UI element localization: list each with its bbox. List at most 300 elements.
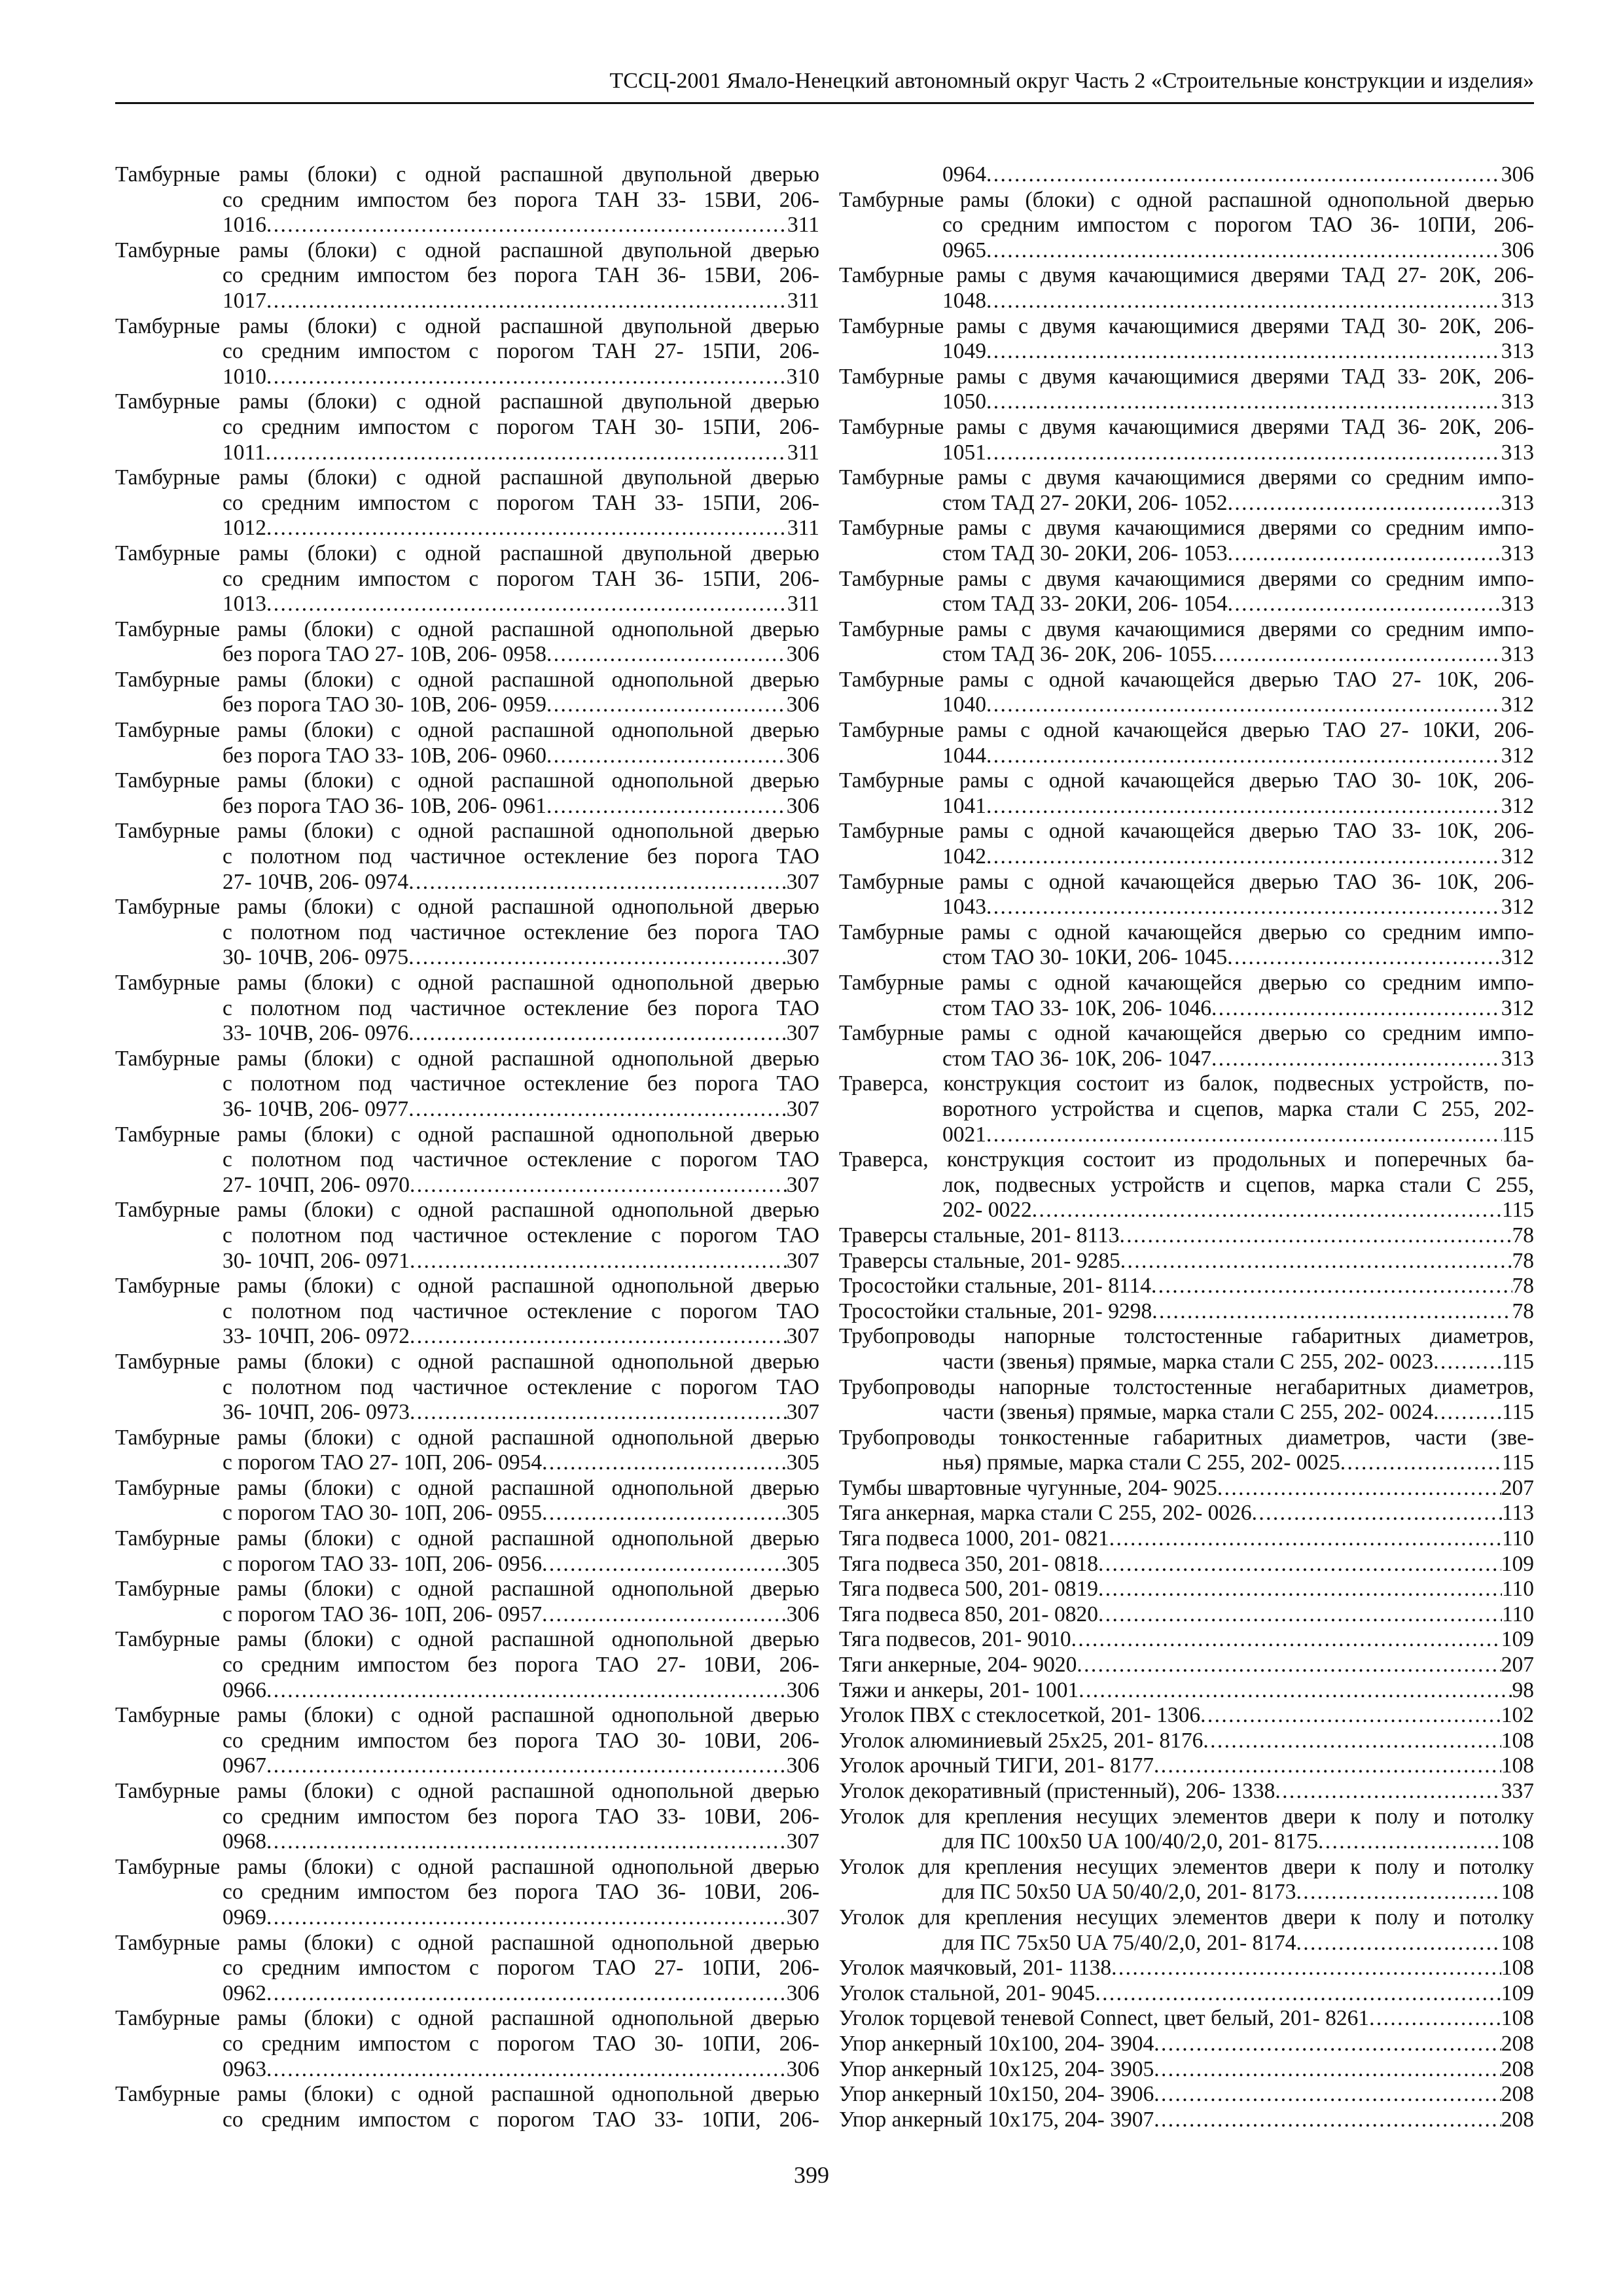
- index-entry-line: Тамбурные рамы (блоки) с одной распашной однопольной дверью: [115, 819, 819, 844]
- index-entry-line: со средним импостом с порогом ТАО 33- 10ПИ, 206-: [223, 2107, 819, 2132]
- index-entry-last-line: [839, 1653, 1534, 1678]
- index-entry-last-line: [839, 1627, 1534, 1653]
- index-entry-line: Тамбурные рамы с двумя качающимися дверями со средним импо-: [839, 617, 1534, 641]
- index-entry-page: 108: [1501, 1956, 1534, 1981]
- index-entry-last-line: [115, 794, 819, 819]
- index-entry-page: 98: [1512, 1677, 1534, 1702]
- index-entry-last-line: [839, 389, 1534, 415]
- index-entry-line: Тамбурные рамы (блоки) с одной распашной однопольной дверью: [115, 1930, 819, 1955]
- index-entry-page: 312: [1501, 743, 1534, 768]
- index-entry-text: Тяга подвеса 500, 201- 0819: [839, 1577, 1098, 1602]
- index-entry-text: 0968: [223, 1829, 266, 1854]
- index-entry-text: Уголок стальной, 201- 9045: [839, 1981, 1096, 2005]
- index-entry-text: 36- 10ЧП, 206- 0973: [223, 1400, 410, 1425]
- index-entry-line: Тамбурные рамы (блоки) с одной распашной двупольной дверью: [115, 314, 819, 338]
- index-entry-text: стом ТАД 30- 20КИ, 206- 1053: [942, 541, 1228, 565]
- index-entry-line: Тамбурные рамы (блоки) с одной распашной однопольной дверью: [839, 187, 1534, 212]
- dot-leader: [408, 945, 787, 971]
- index-entry-line: Тамбурные рамы (блоки) с одной распашной однопольной дверью: [115, 1703, 819, 1728]
- index-entry-text: Траверсы стальные, 201- 9285: [839, 1248, 1120, 1273]
- index-entry-text: с порогом ТАО 33- 10П, 206- 0956: [223, 1551, 543, 1576]
- index-entry-line: Тамбурные рамы (блоки) с одной распашной однопольной дверью: [115, 1475, 819, 1500]
- index-entry-page: 109: [1501, 1981, 1534, 2005]
- index-entry-text: 30- 10ЧВ, 206- 0975: [223, 945, 409, 970]
- index-entry: [839, 1071, 1534, 1147]
- index-entry-last-line: [839, 794, 1534, 819]
- index-entry-last-line: [839, 1274, 1534, 1299]
- index-entry: [839, 1552, 1534, 1577]
- dot-leader: [1228, 491, 1501, 516]
- index-entry-line: Тамбурные рамы (блоки) с одной распашной однопольной дверью: [115, 1577, 819, 1602]
- index-entry-line: со средним импостом без порога ТАО 27- 10ВИ, 206-: [223, 1653, 819, 1677]
- index-entry-page: 109: [1501, 1551, 1534, 1576]
- index-entry-last-line: [839, 1981, 1534, 2007]
- index-entry-last-line: [115, 642, 819, 668]
- index-entry-page: 110: [1501, 1577, 1534, 1602]
- index-entry: [115, 1577, 819, 1627]
- index-entry-page: 113: [1501, 1501, 1534, 1526]
- index-entry: [115, 465, 819, 541]
- index-entry-text: 27- 10ЧП, 206- 0970: [223, 1172, 410, 1197]
- dot-leader: [1433, 1400, 1502, 1426]
- index-entry-page: 207: [1501, 1653, 1534, 1677]
- index-entry-last-line: [839, 945, 1534, 971]
- dot-leader: [986, 1122, 1502, 1148]
- index-entry-line: Тамбурные рамы с двумя качающимися дверями ТАД 33- 20К, 206-: [839, 364, 1534, 389]
- index-entry-last-line: [115, 1249, 819, 1274]
- index-entry: [839, 2108, 1534, 2133]
- dot-leader: [1071, 1627, 1501, 1653]
- index-entry-last-line: [839, 642, 1534, 668]
- index-entry: [115, 1526, 819, 1577]
- index-entry-last-line: [115, 692, 819, 718]
- index-entry-page: 102: [1501, 1703, 1534, 1728]
- index-entry-line: со средним импостом с порогом ТАО 36- 10ПИ, 206-: [942, 213, 1534, 238]
- index-entry-line: Тамбурные рамы (блоки) с одной распашной двупольной дверью: [115, 162, 819, 187]
- dot-leader: [986, 844, 1501, 870]
- dot-leader: [410, 1400, 787, 1426]
- index-entry-text: 0021: [942, 1122, 986, 1147]
- dot-leader: [266, 2057, 787, 2083]
- index-entry-page: 208: [1501, 2056, 1534, 2081]
- index-entry: [839, 617, 1534, 668]
- index-entry-page: 306: [1501, 162, 1534, 187]
- index-entry-line: Тамбурные рамы с двумя качающимися дверями ТАД 27- 20К, 206-: [839, 263, 1534, 288]
- index-entry-last-line: [839, 744, 1534, 769]
- index-entry-last-line: [839, 1703, 1534, 1729]
- index-entry-text: стом ТАД 33- 20КИ, 206- 1054: [942, 592, 1228, 617]
- index-entry-last-line: [115, 945, 819, 971]
- index-entry-last-line: [115, 870, 819, 895]
- dot-leader: [1318, 1829, 1501, 1855]
- index-entry-line: Тамбурные рамы (блоки) с одной распашной однопольной дверью: [115, 768, 819, 793]
- index-entry-last-line: [839, 2057, 1534, 2083]
- dot-leader: [546, 794, 787, 819]
- dot-leader: [408, 1097, 787, 1122]
- index-entry: [839, 365, 1534, 415]
- index-entry-line: Тамбурные рамы (блоки) с одной распашной однопольной дверью: [115, 1274, 819, 1299]
- dot-leader: [266, 1753, 787, 1779]
- index-entry: [115, 1627, 819, 1703]
- index-entry-text: для ПС 75x50 UA 75/40/2,0, 201- 8174: [942, 1930, 1296, 1955]
- index-entry-last-line: [839, 238, 1534, 264]
- index-entry-last-line: [839, 1829, 1534, 1855]
- index-entry-page: 109: [1501, 1627, 1534, 1652]
- dot-leader: [986, 289, 1501, 314]
- index-entry-last-line: [839, 1753, 1534, 1779]
- index-entry-text: Тяжи и анкеры, 201- 1001: [839, 1677, 1079, 1702]
- index-entry-last-line: [839, 2006, 1534, 2032]
- index-entry: [839, 516, 1534, 566]
- index-entry-line: Тамбурные рамы (блоки) с одной распашной однопольной дверью: [115, 1122, 819, 1147]
- index-entry: [839, 465, 1534, 516]
- index-entry: [839, 1729, 1534, 1754]
- index-entry-page: 312: [1501, 692, 1534, 717]
- index-entry: [839, 1653, 1534, 1678]
- dot-leader: [542, 1602, 787, 1628]
- index-entry-page: 307: [786, 1324, 819, 1349]
- index-entry: [839, 162, 1534, 188]
- index-entry-line: со средним импостом с порогом ТАН 33- 15ПИ, 206-: [223, 490, 819, 515]
- index-entry-last-line: [839, 1450, 1534, 1476]
- index-entry-text: части (звенья) прямые, марка стали С 255, 202- 0024: [942, 1400, 1434, 1425]
- index-column-left: [115, 162, 819, 2132]
- index-entry-last-line: [839, 491, 1534, 516]
- dot-leader: [1098, 1577, 1502, 1602]
- index-entry-text: Упор анкерный 10x100, 204- 3904: [839, 2031, 1154, 2056]
- index-entry-page: 208: [1501, 2107, 1534, 2132]
- dot-leader: [1369, 2006, 1501, 2032]
- index-entry: [115, 1476, 819, 1526]
- index-entry: [839, 1501, 1534, 1526]
- index-entry-page: 312: [1501, 996, 1534, 1020]
- dot-leader: [1275, 1779, 1501, 1804]
- dot-leader: [986, 794, 1501, 819]
- index-entry-line: со средним импостом без порога ТАН 36- 15ВИ, 206-: [223, 263, 819, 288]
- index-entry-page: 305: [786, 1450, 819, 1475]
- index-entry-line: Тамбурные рамы (блоки) с одной распашной однопольной дверью: [115, 617, 819, 641]
- index-entry-line: со средним импостом без порога ТАО 36- 10ВИ, 206-: [223, 1880, 819, 1905]
- index-entry: [115, 238, 819, 314]
- index-entry-page: 306: [786, 2056, 819, 2081]
- dot-leader: [1154, 2032, 1501, 2057]
- index-entry-line: лок, подвесных устройств и сцепов, марка стали С 255,: [942, 1172, 1534, 1197]
- index-entry-text: 0963: [223, 2056, 266, 2081]
- index-entry: [839, 1021, 1534, 1071]
- dot-leader: [408, 1021, 787, 1047]
- index-entry-page: 313: [1501, 288, 1534, 313]
- index-entry-text: для ПС 50x50 UA 50/40/2,0, 201- 8173: [942, 1880, 1296, 1905]
- index-entry: [115, 389, 819, 465]
- index-entry-text: 1044: [942, 743, 986, 768]
- index-entry: [839, 415, 1534, 465]
- index-entry-text: 0962: [223, 1981, 266, 2005]
- index-entry-text: Траверсы стальные, 201- 8113: [839, 1223, 1120, 1247]
- index-entry-last-line: [115, 2057, 819, 2083]
- index-entry: [839, 1274, 1534, 1299]
- index-entry-last-line: [115, 592, 819, 617]
- index-entry: [115, 617, 819, 668]
- index-entry-page: 108: [1501, 2006, 1534, 2031]
- index-entry-last-line: [115, 1097, 819, 1122]
- dot-leader: [1152, 1299, 1512, 1325]
- index-entry: [115, 668, 819, 718]
- index-entry-text: 1048: [942, 288, 986, 313]
- index-entry-line: со средним импостом с порогом ТАО 27- 10ПИ, 206-: [223, 1956, 819, 1981]
- index-entry-last-line: [839, 1956, 1534, 1981]
- index-entry-last-line: [115, 365, 819, 390]
- index-entry: [839, 1804, 1534, 1855]
- index-entry-text: 1042: [942, 844, 986, 869]
- index-entry-line: с полотном под частичное остекление без порога ТАО: [223, 844, 819, 869]
- dot-leader: [546, 692, 787, 718]
- index-entry-page: 312: [1501, 895, 1534, 920]
- index-entry-text: Тумбы швартовные чугунные, 204- 9025: [839, 1475, 1217, 1500]
- index-entry: [839, 1476, 1534, 1501]
- dot-leader: [542, 1450, 787, 1476]
- dot-leader: [266, 289, 787, 314]
- index-entry-page: 307: [786, 1905, 819, 1929]
- index-entry: [839, 567, 1534, 617]
- dot-leader: [266, 1981, 787, 2007]
- dot-leader: [1227, 945, 1501, 971]
- index-entry-page: 108: [1501, 1753, 1534, 1778]
- index-entry: [839, 1703, 1534, 1729]
- index-entry: [115, 1198, 819, 1274]
- dot-leader: [1200, 1703, 1501, 1729]
- dot-leader: [1154, 2108, 1501, 2133]
- index-entry-last-line: [115, 1981, 819, 2007]
- index-entry-line: со средним импостом с порогом ТАН 36- 15ПИ, 206-: [223, 566, 819, 591]
- index-entry-page: 306: [786, 1981, 819, 2005]
- index-entry-page: 307: [786, 1829, 819, 1854]
- index-entry-line: Тамбурные рамы (блоки) с одной распашной однопольной дверью: [115, 971, 819, 995]
- index-entry-text: 1041: [942, 793, 986, 818]
- index-entry-page: 307: [786, 1021, 819, 1046]
- index-entry: [115, 2082, 819, 2132]
- index-entry-page: 110: [1501, 1602, 1534, 1626]
- index-entry: [839, 1577, 1534, 1602]
- index-entry-last-line: [839, 1198, 1534, 1223]
- index-entry-last-line: [115, 1552, 819, 1577]
- index-entry: [839, 1956, 1534, 1981]
- index-entry: [115, 971, 819, 1047]
- index-column-right: [839, 162, 1534, 2132]
- index-entry-page: 110: [1501, 1526, 1534, 1551]
- index-entry-text: 33- 10ЧВ, 206- 0976: [223, 1021, 409, 1046]
- dot-leader: [1154, 2057, 1501, 2083]
- index-entry-text: 202- 0022: [942, 1198, 1032, 1223]
- index-entry-line: с полотном под частичное остекление без порога ТАО: [223, 996, 819, 1020]
- index-entry-last-line: [115, 1400, 819, 1426]
- index-entry-last-line: [115, 1450, 819, 1476]
- index-entry: [115, 718, 819, 768]
- index-entry-page: 306: [1501, 238, 1534, 262]
- index-entry-page: 307: [786, 945, 819, 970]
- index-entry-last-line: [839, 592, 1534, 617]
- index-entry-last-line: [839, 339, 1534, 365]
- index-entry-last-line: [839, 1047, 1534, 1072]
- dot-leader: [410, 1249, 787, 1274]
- dot-leader: [266, 516, 787, 541]
- index-entry-line: Тамбурные рамы (блоки) с одной распашной однопольной дверью: [115, 2082, 819, 2107]
- index-entry-text: Уголок маячковый, 201- 1138: [839, 1956, 1112, 1981]
- index-entry-page: 108: [1501, 1930, 1534, 1955]
- index-entry-last-line: [115, 440, 819, 466]
- dot-leader: [1211, 1047, 1501, 1072]
- dot-leader: [986, 162, 1501, 188]
- index-entry-page: 306: [786, 692, 819, 717]
- index-entry-text: Уголок декоративный (пристенный), 206- 1338: [839, 1779, 1275, 1803]
- index-entry: [115, 895, 819, 971]
- index-entry-page: 306: [786, 1602, 819, 1626]
- index-entry-page: 310: [786, 364, 819, 389]
- index-entry-last-line: [839, 1476, 1534, 1501]
- index-entry-page: 311: [787, 516, 819, 541]
- index-entry-text: Упор анкерный 10x125, 204- 3905: [839, 2056, 1154, 2081]
- index-entry: [839, 1147, 1534, 1223]
- index-entry-text: 1017: [223, 288, 266, 313]
- index-entry-text: 27- 10ЧВ, 206- 0974: [223, 869, 409, 894]
- index-entry-line: Тамбурные рамы с одной качающейся дверью со средним импо-: [839, 1021, 1534, 1046]
- index-entry-line: Тамбурные рамы (блоки) с одной распашной однопольной дверью: [115, 1198, 819, 1223]
- index-entry-page: 305: [786, 1501, 819, 1526]
- index-entry-text: стом ТАД 36- 20К, 206- 1055: [942, 642, 1212, 667]
- dot-leader: [1119, 1223, 1512, 1249]
- index-entry-line: со средним импостом без порога ТАО 33- 10ВИ, 206-: [223, 1804, 819, 1829]
- index-entry: [115, 1426, 819, 1476]
- dot-leader: [546, 642, 787, 668]
- index-entry-line: с полотном под частичное остекление с порогом ТАО: [223, 1374, 819, 1399]
- index-entry: [115, 768, 819, 819]
- index-entry-line: Тамбурные рамы (блоки) с одной распашной однопольной дверью: [115, 1349, 819, 1374]
- index-entry-page: 307: [786, 1248, 819, 1273]
- index-entry-page: 306: [786, 642, 819, 667]
- index-entry-text: 1016: [223, 213, 266, 238]
- index-entry-line: со средним импостом без порога ТАО 30- 10ВИ, 206-: [223, 1728, 819, 1753]
- index-entry: [115, 1122, 819, 1198]
- index-entry-line: Тамбурные рамы (блоки) с одной распашной однопольной дверью: [115, 1425, 819, 1450]
- index-entry-page: 306: [786, 1753, 819, 1778]
- index-entry-page: 115: [1501, 1400, 1534, 1425]
- index-entry: [839, 1678, 1534, 1704]
- index-entry-page: 313: [1501, 541, 1534, 565]
- index-entry-page: 115: [1501, 1450, 1534, 1475]
- index-entry-text: стом ТАО 30- 10КИ, 206- 1045: [942, 945, 1228, 970]
- index-entry-text: без порога ТАО 30- 10В, 206- 0959: [223, 692, 546, 717]
- index-entry-line: Тамбурные рамы (блоки) с одной распашной однопольной дверью: [115, 1046, 819, 1071]
- index-entry: [839, 314, 1534, 365]
- dot-leader: [1032, 1198, 1502, 1223]
- index-entry: [115, 1931, 819, 2007]
- index-entry-text: 1013: [223, 592, 266, 617]
- index-entry-last-line: [839, 1729, 1534, 1754]
- index-entry-text: 1043: [942, 895, 986, 920]
- dot-leader: [266, 213, 787, 238]
- index-entry-last-line: [115, 1678, 819, 1704]
- index-entry-page: 307: [786, 869, 819, 894]
- index-entry-last-line: [839, 1400, 1534, 1426]
- index-entry-line: Трубопроводы напорные толстостенные габаритных диаметров,: [839, 1324, 1534, 1349]
- index-entry-text: Уголок арочный ТИГИ, 201- 8177: [839, 1753, 1154, 1778]
- index-entry-text: стом ТАО 36- 10К, 206- 1047: [942, 1046, 1212, 1071]
- index-entry-line: Тамбурные рамы (блоки) с одной распашной однопольной дверью: [115, 1854, 819, 1879]
- index-entry-text: стом ТАО 33- 10К, 206- 1046: [942, 996, 1212, 1020]
- index-entry-line: со средним импостом с порогом ТАН 30- 15ПИ, 206-: [223, 414, 819, 439]
- dot-leader: [986, 238, 1501, 264]
- page-number: 399: [794, 2162, 829, 2188]
- index-entry-line: Тамбурные рамы (блоки) с одной распашной однопольной дверью: [115, 1627, 819, 1652]
- dot-leader: [546, 744, 787, 769]
- dot-leader: [1154, 1753, 1501, 1779]
- index-entry-page: 108: [1501, 1880, 1534, 1905]
- dot-leader: [986, 744, 1501, 769]
- dot-leader: [986, 440, 1501, 466]
- index-entry-line: с полотном под частичное остекление без порога ТАО: [223, 920, 819, 944]
- dot-leader: [1252, 1501, 1502, 1526]
- dot-leader: [1077, 1653, 1501, 1678]
- index-entry-text: 0967: [223, 1753, 266, 1778]
- index-entry: [115, 1350, 819, 1426]
- index-entry-line: Трубопроводы напорные толстостенные негабаритных диаметров,: [839, 1374, 1534, 1399]
- index-entry-last-line: [115, 1905, 819, 1931]
- index-entry-last-line: [115, 1324, 819, 1350]
- index-entry-last-line: [839, 1299, 1534, 1325]
- index-entry-last-line: [839, 1501, 1534, 1526]
- index-entry-text: без порога ТАО 36- 10В, 206- 0961: [223, 793, 546, 818]
- index-entry-line: Тамбурные рамы (блоки) с одной распашной двупольной дверью: [115, 238, 819, 262]
- index-entry-line: воротного устройства и сцепов, марка стали С 255, 202-: [942, 1096, 1534, 1121]
- index-entry-line: Тамбурные рамы с одной качающейся дверью со средним импо-: [839, 920, 1534, 944]
- index-entry-page: 311: [787, 213, 819, 238]
- index-entry-text: с порогом ТАО 36- 10П, 206- 0957: [223, 1602, 543, 1626]
- index-entry: [839, 870, 1534, 920]
- index-entry-last-line: [115, 1753, 819, 1779]
- index-entry-last-line: [115, 1173, 819, 1198]
- index-entry-page: 78: [1512, 1274, 1534, 1299]
- index-entry-last-line: [839, 162, 1534, 188]
- index-entry-page: 311: [787, 288, 819, 313]
- index-entry-text: Тросостойки стальные, 201- 8114: [839, 1274, 1151, 1299]
- index-entry-text: Уголок алюминиевый 25x25, 201- 8176: [839, 1728, 1204, 1753]
- index-entry-page: 305: [786, 1551, 819, 1576]
- index-entry-page: 337: [1501, 1779, 1534, 1803]
- index-entry-last-line: [839, 1931, 1534, 1956]
- index-entry-page: 307: [786, 1172, 819, 1197]
- index-entry: [839, 971, 1534, 1021]
- index-entry-text: 1012: [223, 516, 266, 541]
- dot-leader: [986, 692, 1501, 718]
- index-entry-line: Тамбурные рамы (блоки) с одной распашной однопольной дверью: [115, 1779, 819, 1803]
- index-entry-page: 108: [1501, 1728, 1534, 1753]
- index-entry-page: 313: [1501, 339, 1534, 364]
- index-entry: [115, 1703, 819, 1779]
- index-entry-text: Тяга подвесов, 201- 9010: [839, 1627, 1071, 1652]
- index-entry-line: Тамбурные рамы (блоки) с одной распашной однопольной дверью: [115, 718, 819, 743]
- index-entry-text: 1050: [942, 389, 986, 414]
- index-entry-text: 1010: [223, 364, 266, 389]
- dot-leader: [986, 389, 1501, 415]
- index-entry: [839, 2082, 1534, 2108]
- index-entry-line: Траверса, конструкция состоит из балок, подвесных устройств, по-: [839, 1071, 1534, 1096]
- index-entry-page: 313: [1501, 642, 1534, 667]
- index-entry-line: Тамбурные рамы с одной качающейся дверью ТАО 33- 10К, 206-: [839, 819, 1534, 844]
- index-entry: [115, 2006, 819, 2082]
- header-rule: [115, 102, 1534, 104]
- index-entry-page: 306: [786, 793, 819, 818]
- dot-leader: [410, 1324, 787, 1350]
- index-entry: [839, 1375, 1534, 1426]
